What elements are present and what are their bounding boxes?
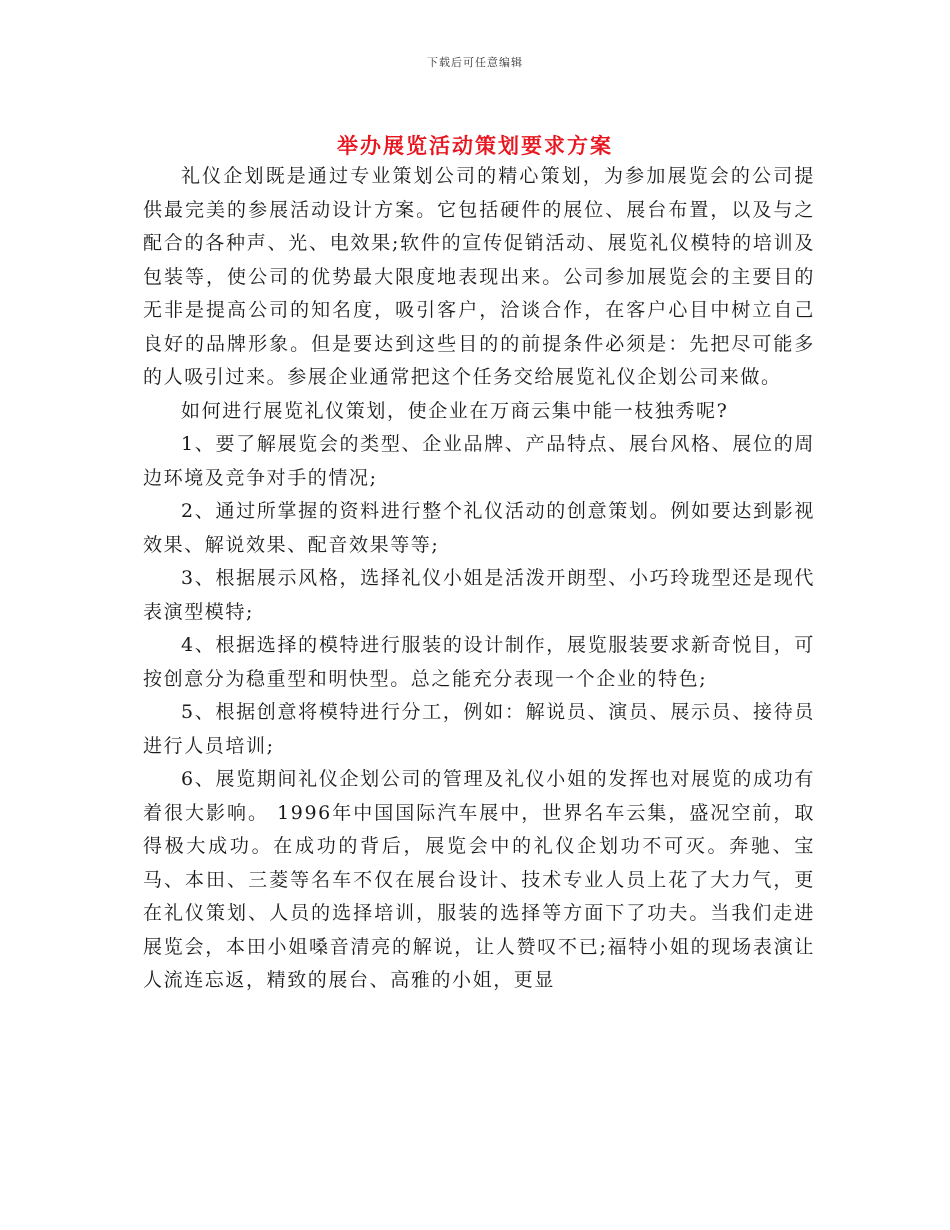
paragraph-step-2: 2、通过所掌握的资料进行整个礼仪活动的创意策划。例如要达到影视效果、解说效果、配音效果等等;	[143, 500, 815, 556]
paragraph-step-1: 1、要了解展览会的类型、企业品牌、产品特点、展台风格、展位的周边环境及竞争对手的情况;	[143, 433, 815, 489]
paragraph-step-3: 3、根据展示风格，选择礼仪小姐是活泼开朗型、小巧玲珑型还是现代表演型模特;	[143, 567, 815, 623]
paragraph-question: 如何进行展览礼仪策划，使企业在万商云集中能一枝独秀呢?	[181, 399, 729, 422]
document-title: 举办展览活动策划要求方案	[337, 133, 613, 159]
paragraph-intro: 礼仪企划既是通过专业策划公司的精心策划，为参加展览会的公司提供最完美的参展活动设计方案。它包括硬件的展位、展台布置，以及与之配合的各种声、光、电效果;软件的宣传促销活动、展览礼仪模特的培训及包装等，使公司的优势最大限度地表现出来。公司参加展览会的主要目的无非是提高公司的知名度，吸引客户，洽谈合作，在客户心目中树立自己良好的品牌形象。但是要达到这些目的的前提条件必须是：先把尽可能多的人吸引过来。参展企业通常把这个任务交给展览礼仪企划公司来做。	[143, 165, 815, 388]
document-body	[143, 160, 815, 998]
paragraph-step-6: 6、展览期间礼仪企划公司的管理及礼仪小姐的发挥也对展览的成功有着很大影响。 1996年中国国际汽车展中，世界名车云集，盛况空前，取得极大成功。在成功的背后，展览会中的礼仪企划功不可灭。奔驰、宝马、本田、三菱等名车不仅在展台设计、技术专业人员上花了大力气，更在礼仪策划、人员的选择培训，服装的选择等方面下了功夫。当我们走进展览会，本田小姐嗓音清亮的解说，让人赞叹不已;福特小姐的现场表演让人流连忘返，精致的展台、高雅的小姐，更显	[143, 768, 815, 991]
paragraph-step-5: 5、根据创意将模特进行分工，例如：解说员、演员、展示员、接待员进行人员培训;	[143, 701, 815, 757]
page-header-note: 下载后可任意编辑	[427, 56, 523, 69]
paragraph-step-4: 4、根据选择的模特进行服装的设计制作，展览服装要求新奇悦目，可按创意分为稳重型和明快型。总之能充分表现一个企业的特色;	[143, 634, 815, 690]
